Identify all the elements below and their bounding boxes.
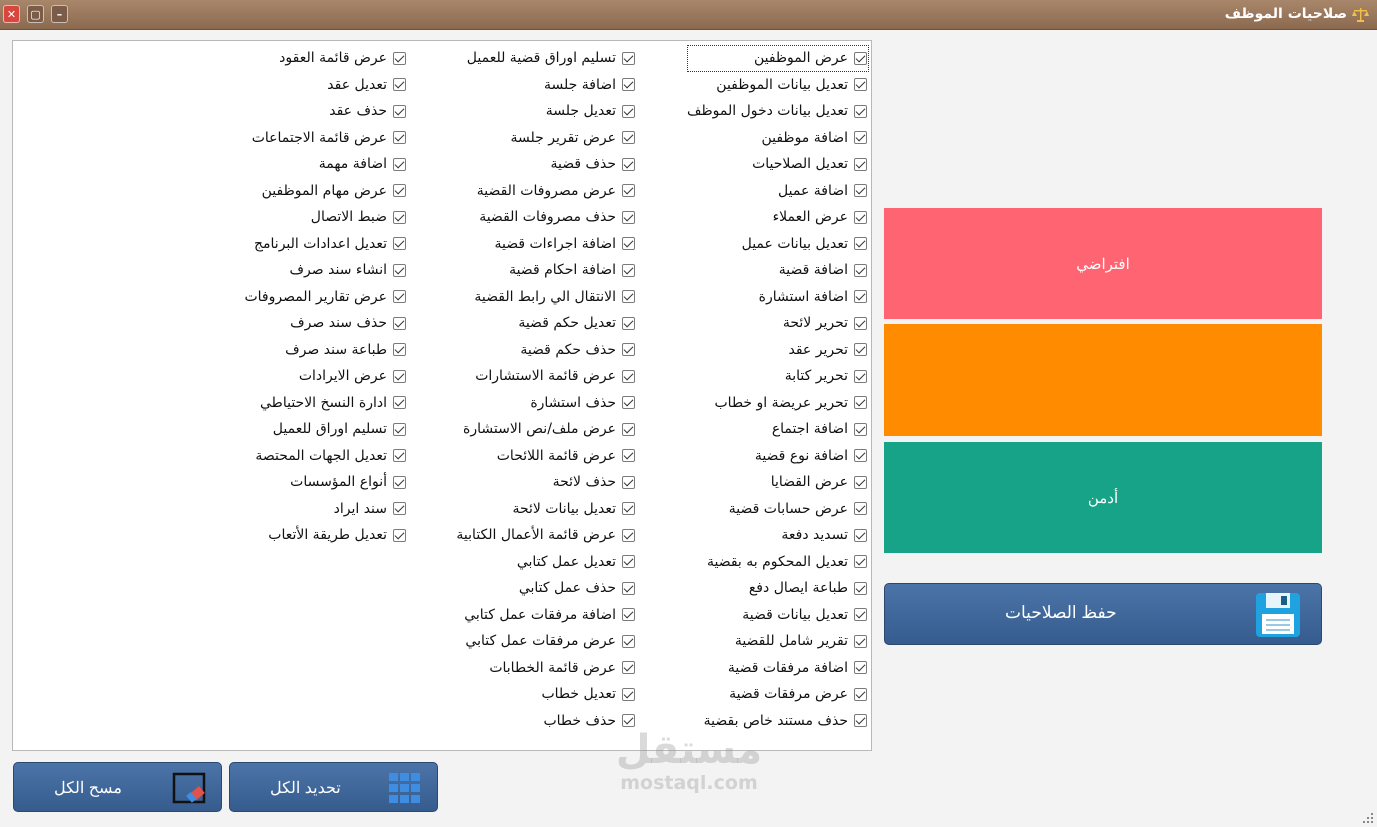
permission-label: تعديل اعدادات البرنامج [254, 235, 387, 252]
permission-label: تعديل بيانات الموظفين [716, 76, 848, 93]
permissions-panel [12, 40, 872, 751]
permission-label: حذف قضية [550, 156, 616, 173]
middle-role-button[interactable] [884, 324, 1322, 436]
permission-checkbox[interactable] [622, 264, 635, 277]
permission-label: حذف عقد [329, 103, 387, 120]
permission-label: تعديل عقد [327, 76, 387, 93]
permission-checkbox[interactable] [622, 582, 635, 595]
permission-item[interactable] [687, 98, 869, 125]
permission-item[interactable] [456, 151, 635, 178]
maximize-window-button[interactable]: ▢ [27, 5, 44, 23]
permission-checkbox[interactable] [622, 290, 635, 303]
permission-checkbox[interactable] [622, 396, 635, 409]
permission-item[interactable] [244, 231, 406, 258]
permission-checkbox[interactable] [622, 184, 635, 197]
permission-checkbox[interactable] [622, 211, 635, 224]
permission-checkbox[interactable] [854, 555, 867, 568]
permission-checkbox[interactable] [622, 52, 635, 65]
permission-label: تسليم اوراق للعميل [272, 421, 387, 438]
permission-checkbox[interactable] [854, 131, 867, 144]
admin-role-button[interactable]: أدمن [884, 442, 1322, 553]
permission-checkbox[interactable] [854, 78, 867, 91]
permission-checkbox[interactable] [854, 608, 867, 621]
permission-item[interactable] [687, 257, 869, 284]
permission-checkbox[interactable] [622, 158, 635, 171]
permission-item[interactable] [687, 628, 869, 655]
permission-checkbox[interactable] [393, 131, 406, 144]
select-all-button[interactable] [229, 762, 438, 812]
permission-item[interactable] [244, 151, 406, 178]
permission-item[interactable] [687, 602, 869, 629]
permission-label: عرض مرفقات قضية [729, 686, 848, 703]
permission-item[interactable] [687, 416, 869, 443]
permission-item[interactable] [456, 549, 635, 576]
permission-label: تعديل بيانات لائحة [512, 500, 616, 517]
permission-label: عرض مرفقات عمل كتابي [465, 633, 616, 650]
permission-item[interactable] [687, 337, 869, 364]
permission-item[interactable] [456, 204, 635, 231]
permission-label: عرض قائمة الاستشارات [475, 368, 616, 385]
permission-checkbox[interactable] [393, 449, 406, 462]
permission-label: حذف استشارة [530, 394, 616, 411]
permission-label: اضافة استشارة [758, 288, 848, 305]
permission-item[interactable] [456, 416, 635, 443]
permission-label: تعديل بيانات عميل [741, 235, 848, 252]
permission-label: حذف حكم قضية [520, 341, 616, 358]
permission-label: تحرير لائحة [782, 315, 848, 332]
permission-checkbox[interactable] [622, 661, 635, 674]
title-bar [0, 0, 1377, 30]
watermark [604, 728, 774, 794]
permission-item[interactable] [244, 204, 406, 231]
permission-label: تعديل بيانات دخول الموظف [687, 103, 848, 120]
permission-checkbox[interactable] [622, 502, 635, 515]
permission-item[interactable] [456, 522, 635, 549]
permissions-column-1 [687, 45, 869, 734]
permission-checkbox[interactable] [622, 237, 635, 250]
permission-item[interactable] [687, 363, 869, 390]
permission-label: تسليم اوراق قضية للعميل [466, 50, 616, 67]
permission-label: عرض قائمة العقود [279, 50, 387, 67]
permission-item[interactable] [244, 443, 406, 470]
permission-label: سند ايراد [333, 500, 387, 517]
resize-grip-icon[interactable] [1362, 812, 1374, 824]
permission-item[interactable] [244, 390, 406, 417]
permission-item[interactable] [244, 496, 406, 523]
permission-checkbox[interactable] [393, 158, 406, 171]
select-all-label: تحديد الكل [270, 780, 341, 797]
permission-item[interactable] [244, 125, 406, 152]
permission-checkbox[interactable] [854, 264, 867, 277]
permission-item[interactable] [687, 549, 869, 576]
permission-label: عرض الايرادات [298, 368, 387, 385]
permission-item[interactable] [244, 98, 406, 125]
permission-label: عرض قائمة اللائحات [496, 447, 616, 464]
permission-checkbox[interactable] [854, 343, 867, 356]
permission-item[interactable] [687, 284, 869, 311]
permission-checkbox[interactable] [854, 661, 867, 674]
permission-label: عرض مصروفات القضية [476, 182, 616, 199]
permission-item[interactable] [456, 469, 635, 496]
permission-label: تعديل طريقة الأتعاب [268, 527, 387, 544]
permission-label: حذف مصروفات القضية [479, 209, 616, 226]
permission-item[interactable] [456, 337, 635, 364]
permission-label: تعديل عمل كتابي [516, 553, 616, 570]
permission-item[interactable] [244, 363, 406, 390]
permission-item[interactable] [456, 390, 635, 417]
permission-item[interactable] [456, 178, 635, 205]
permission-checkbox[interactable] [622, 131, 635, 144]
watermark-arabic: مستقل [615, 727, 763, 773]
permission-checkbox[interactable] [854, 52, 867, 65]
permission-label: عرض ملف/نص الاستشارة [463, 421, 616, 438]
permission-checkbox[interactable] [854, 237, 867, 250]
permission-label: اضافة موظفين [761, 129, 848, 146]
permission-label: اضافة عميل [778, 182, 848, 199]
permission-label: حذف لائحة [552, 474, 616, 491]
permission-checkbox[interactable] [854, 688, 867, 701]
permission-checkbox[interactable] [854, 476, 867, 489]
permission-checkbox[interactable] [622, 529, 635, 542]
permission-item[interactable] [687, 151, 869, 178]
eraser-icon [171, 771, 207, 805]
permission-item[interactable] [456, 72, 635, 99]
permission-label: ضبط الاتصال [310, 209, 387, 226]
permission-item[interactable] [687, 469, 869, 496]
permission-checkbox[interactable] [393, 211, 406, 224]
permission-item[interactable] [687, 310, 869, 337]
permission-label: عرض تقرير جلسة [510, 129, 616, 146]
permission-checkbox[interactable] [393, 237, 406, 250]
permission-item[interactable] [456, 257, 635, 284]
permission-label: حذف عمل كتابي [518, 580, 616, 597]
permission-item[interactable] [687, 681, 869, 708]
permission-label: اضافة جلسة [544, 76, 616, 93]
permission-label: تقرير شامل للقضية [734, 633, 848, 650]
permission-label: تعديل الصلاحيات [752, 156, 848, 173]
scales-of-justice-icon [1352, 7, 1369, 23]
floppy-disk-icon [1255, 592, 1301, 638]
permission-checkbox[interactable] [393, 343, 406, 356]
permission-label: اضافة قضية [778, 262, 848, 279]
permission-label: عرض الموظفين [753, 50, 848, 67]
permission-checkbox[interactable] [393, 290, 406, 303]
permission-label: تعديل الجهات المحتصة [255, 447, 387, 464]
permission-item[interactable] [456, 602, 635, 629]
permission-label: تحرير كتابة [784, 368, 848, 385]
permission-checkbox[interactable] [854, 423, 867, 436]
permission-checkbox[interactable] [622, 688, 635, 701]
permission-item[interactable] [687, 204, 869, 231]
permissions-column-2 [456, 45, 635, 734]
permission-item[interactable] [456, 443, 635, 470]
close-window-button[interactable]: ✕ [3, 5, 20, 23]
permission-label: عرض قائمة الاجتماعات [251, 129, 387, 146]
permission-item[interactable] [687, 72, 869, 99]
permission-checkbox[interactable] [854, 317, 867, 330]
permission-checkbox[interactable] [854, 449, 867, 462]
permission-checkbox[interactable] [393, 184, 406, 197]
permission-checkbox[interactable] [622, 555, 635, 568]
permission-item[interactable] [244, 416, 406, 443]
permission-item[interactable] [456, 496, 635, 523]
permission-item[interactable] [456, 681, 635, 708]
permission-item[interactable] [244, 178, 406, 205]
permission-checkbox[interactable] [854, 635, 867, 648]
permission-label: عرض حسابات قضية [728, 500, 848, 517]
permission-item[interactable] [687, 231, 869, 258]
permission-checkbox[interactable] [622, 370, 635, 383]
permission-item[interactable] [687, 45, 869, 72]
permission-item[interactable] [687, 522, 869, 549]
save-permissions-label: حفظ الصلاحيات [1005, 603, 1117, 622]
permission-checkbox[interactable] [393, 423, 406, 436]
permission-checkbox[interactable] [854, 211, 867, 224]
permission-label: اضافة مرفقات عمل كتابي [464, 606, 616, 623]
permission-checkbox[interactable] [393, 476, 406, 489]
permission-label: تعديل جلسة [545, 103, 616, 120]
permission-label: أنواع المؤسسات [290, 474, 387, 491]
permission-item[interactable] [456, 45, 635, 72]
permission-checkbox[interactable] [393, 317, 406, 330]
permission-label: اضافة اجتماع [771, 421, 848, 438]
permission-item[interactable] [456, 310, 635, 337]
permission-checkbox[interactable] [622, 423, 635, 436]
permission-label: ادارة النسخ الاحتياطي [260, 394, 387, 411]
permission-checkbox[interactable] [854, 529, 867, 542]
permission-item[interactable] [687, 443, 869, 470]
permission-checkbox[interactable] [393, 78, 406, 91]
permission-item[interactable] [244, 45, 406, 72]
permission-checkbox[interactable] [622, 343, 635, 356]
permission-item[interactable] [456, 363, 635, 390]
permission-label: عرض القضايا [770, 474, 848, 491]
permission-checkbox[interactable] [393, 370, 406, 383]
permission-label: انشاء سند صرف [289, 262, 387, 279]
permission-checkbox[interactable] [622, 317, 635, 330]
permission-label: اضافة مرفقات قضية [727, 659, 848, 676]
permission-checkbox[interactable] [622, 635, 635, 648]
permission-item[interactable] [687, 655, 869, 682]
permission-item[interactable] [244, 284, 406, 311]
permission-item[interactable] [244, 257, 406, 284]
permission-checkbox[interactable] [854, 370, 867, 383]
save-permissions-button[interactable] [884, 583, 1322, 645]
permission-checkbox[interactable] [622, 714, 635, 727]
clear-all-label: مسح الكل [54, 780, 122, 797]
permission-checkbox[interactable] [393, 105, 406, 118]
permission-checkbox[interactable] [854, 582, 867, 595]
permission-checkbox[interactable] [622, 608, 635, 621]
permission-checkbox[interactable] [854, 105, 867, 118]
permission-checkbox[interactable] [854, 502, 867, 515]
permission-item[interactable] [244, 310, 406, 337]
permission-checkbox[interactable] [854, 184, 867, 197]
permission-item[interactable] [456, 628, 635, 655]
permissions-column-3 [244, 45, 406, 549]
permission-checkbox[interactable] [622, 449, 635, 462]
permission-item[interactable] [687, 125, 869, 152]
permission-item[interactable] [456, 98, 635, 125]
permission-checkbox[interactable] [854, 290, 867, 303]
permission-item[interactable] [244, 72, 406, 99]
default-role-button[interactable]: افتراضي [884, 208, 1322, 319]
permission-label: حذف مستند خاص بقضية [703, 712, 848, 729]
permission-item[interactable] [687, 496, 869, 523]
permission-item[interactable] [456, 125, 635, 152]
permission-label: عرض قائمة الأعمال الكتابية [456, 527, 616, 544]
permission-label: حذف سند صرف [290, 315, 387, 332]
permission-checkbox[interactable] [854, 396, 867, 409]
grid-icon [387, 771, 423, 805]
permission-item[interactable] [687, 575, 869, 602]
permission-label: اضافة نوع قضية [754, 447, 848, 464]
permission-label: عرض مهام الموظفين [261, 182, 387, 199]
permission-checkbox[interactable] [393, 264, 406, 277]
permission-label: تعديل خطاب [541, 686, 616, 703]
permission-checkbox[interactable] [622, 105, 635, 118]
permission-item[interactable] [456, 655, 635, 682]
permission-label: عرض تقارير المصروفات [244, 288, 387, 305]
minimize-window-button[interactable]: – [51, 5, 68, 23]
permission-checkbox[interactable] [393, 396, 406, 409]
clear-all-button[interactable] [13, 762, 222, 812]
permission-label: حذف خطاب [543, 712, 616, 729]
permission-label: تحرير عريضة او خطاب [714, 394, 848, 411]
permission-label: تعديل بيانات قضية [742, 606, 848, 623]
permission-checkbox[interactable] [854, 158, 867, 171]
permission-label: اضافة مهمة [318, 156, 387, 173]
watermark-latin: mostaql.com [620, 772, 758, 794]
permission-label: تحرير عقد [788, 341, 848, 358]
permission-item[interactable] [244, 469, 406, 496]
permission-item[interactable] [687, 390, 869, 417]
permission-item[interactable] [687, 178, 869, 205]
permission-label: طباعة سند صرف [285, 341, 387, 358]
permission-label: الانتقال الي رابط القضية [474, 288, 616, 305]
permission-item[interactable] [244, 337, 406, 364]
permission-checkbox[interactable] [393, 52, 406, 65]
permission-item[interactable] [456, 231, 635, 258]
permission-label: اضافة احكام قضية [509, 262, 616, 279]
permission-label: عرض العملاء [772, 209, 848, 226]
permission-checkbox[interactable] [622, 476, 635, 489]
permission-checkbox[interactable] [393, 502, 406, 515]
permission-label: طباعة ايصال دفع [748, 580, 848, 597]
permission-checkbox[interactable] [622, 78, 635, 91]
permission-item[interactable] [244, 522, 406, 549]
permission-item[interactable] [456, 575, 635, 602]
permission-item[interactable] [456, 284, 635, 311]
permission-checkbox[interactable] [393, 529, 406, 542]
permission-label: تسديد دفعة [781, 527, 848, 544]
permission-label: عرض قائمة الخطابات [489, 659, 616, 676]
permission-checkbox[interactable] [854, 714, 867, 727]
permission-label: تعديل المحكوم به بقضية [706, 553, 848, 570]
permission-label: تعديل حكم قضية [518, 315, 616, 332]
window-title: صلاحيات الموظف [1224, 6, 1347, 22]
permission-label: اضافة اجراءات قضية [494, 235, 616, 252]
